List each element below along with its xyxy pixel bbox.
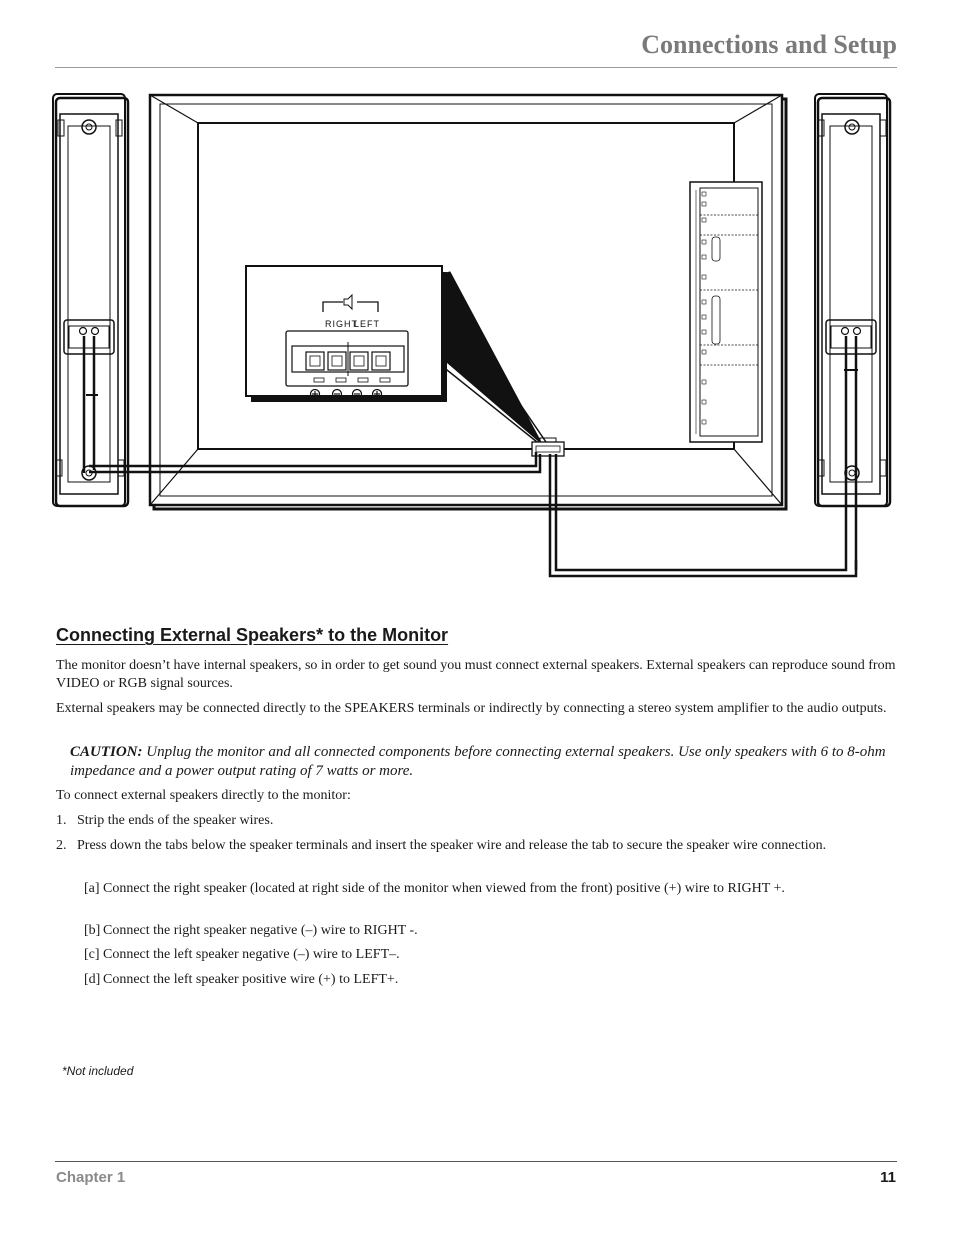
caution-text: Unplug the monitor and all connected components before connecting external speakers. Use only speakers with 6 to 8-ohm impedance and a power output rating of 7 watts or more. [70, 744, 886, 779]
substep-text: Connect the right speaker negative (–) wire to RIGHT -. [103, 923, 418, 938]
footnote: *Not included [62, 1064, 134, 1078]
substep-text: Connect the left speaker positive wire (+) to LEFT+. [103, 972, 399, 987]
left-speaker [53, 94, 128, 506]
caution-note [70, 743, 896, 781]
right-speaker [815, 94, 890, 570]
step-number: 1. [56, 813, 67, 828]
substep-text: Connect the left speaker negative (–) wire to LEFT–. [103, 947, 400, 962]
footer-divider [55, 1161, 897, 1162]
step-text: Strip the ends of the speaker wires. [77, 813, 274, 828]
substep-label: [a] [84, 881, 100, 896]
intro-paragraph-1: The monitor doesn’t have internal speakers, so in order to get sound you must connect external speakers. External speakers can reproduce sound from VIDEO or RGB signal sources. [56, 658, 896, 691]
substep-d [84, 971, 884, 988]
step-text: Press down the tabs below the speaker terminals and insert the speaker wire and release the tab to secure the speaker wire connection. [77, 838, 827, 853]
terminal-label-right: RIGHT [325, 319, 358, 329]
caution-label: CAUTION: [70, 744, 143, 760]
terminal-label-left: LEFT [354, 319, 381, 329]
section-heading: Connecting External Speakers* to the Monitor [56, 625, 449, 645]
page-number: 11 [880, 1169, 896, 1186]
substep-label: [b] [84, 923, 101, 938]
speaker-connection-diagram [50, 90, 900, 582]
step-1 [56, 812, 896, 829]
substep-text: Connect the right speaker (located at right side of the monitor when viewed from the front) positive (+) wire to RIGHT +. [103, 881, 785, 896]
substep-c [84, 946, 884, 963]
substep-label: [c] [84, 947, 100, 962]
footer-chapter: Chapter 1 [56, 1169, 126, 1186]
intro-paragraph-2: External speakers may be connected directly to the SPEAKERS terminals or indirectly by connecting a stereo system amplifier to the audio outputs. [56, 701, 887, 716]
input-jack-panel [690, 182, 762, 442]
substep-label: [d] [84, 972, 101, 987]
substep-b [84, 922, 884, 939]
substep-a [84, 880, 824, 897]
page-header-title: Connections and Setup [641, 30, 897, 59]
step-number: 2. [56, 838, 67, 853]
instructions-intro: To connect external speakers directly to the monitor: [56, 788, 351, 803]
header-divider [55, 67, 897, 68]
step-2 [56, 837, 896, 854]
